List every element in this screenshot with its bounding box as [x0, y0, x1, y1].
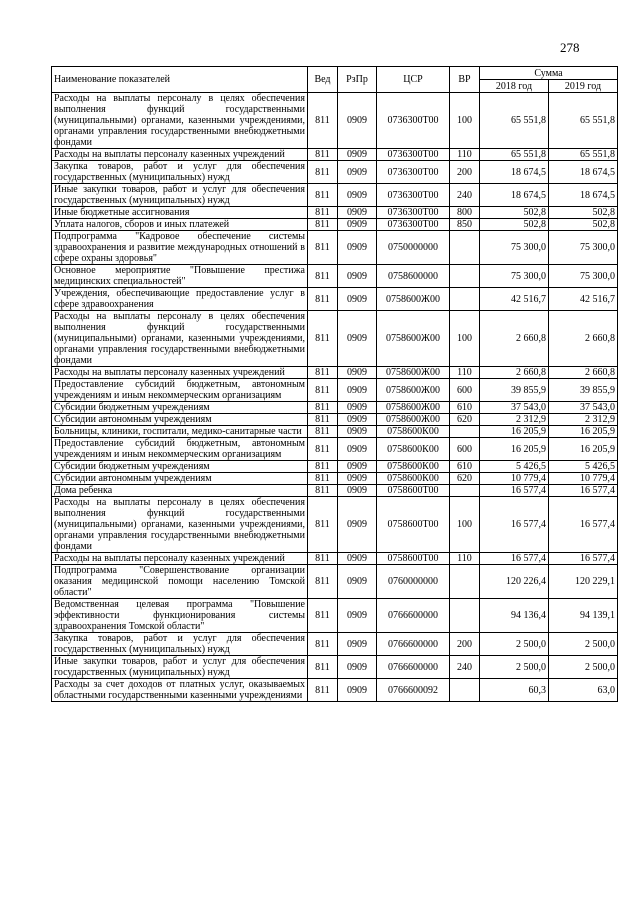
row-vr: 200	[450, 633, 480, 656]
row-rzpr: 0909	[338, 497, 377, 553]
row-csr: 0736300Т00	[377, 184, 450, 207]
table-row	[52, 184, 618, 207]
row-amount-2018: 75 300,0	[480, 265, 549, 288]
row-name: Расходы на выплаты персоналу в целях обеспечения выполнения функций государственными (муниципальными) органами, казенными учреждениями, органами управления государственными внебюджетными фондами	[52, 311, 308, 367]
row-ved: 811	[308, 265, 338, 288]
row-vr	[450, 485, 480, 497]
row-rzpr: 0909	[338, 149, 377, 161]
row-amount-2018: 2 500,0	[480, 633, 549, 656]
row-csr: 0758600Ж00	[377, 379, 450, 402]
row-amount-2018: 39 855,9	[480, 379, 549, 402]
row-name: Расходы за счет доходов от платных услуг, оказываемых областными государственными казенными учреждениями	[52, 679, 308, 702]
row-amount-2019: 2 660,8	[549, 367, 618, 379]
row-rzpr: 0909	[338, 219, 377, 231]
row-name: Ведомственная целевая программа "Повышение эффективности функционирования системы здравоохранения Томской области"	[52, 599, 308, 633]
row-name: Уплата налогов, сборов и иных платежей	[52, 219, 308, 231]
row-name: Основное мероприятие "Повышение престижа медицинских специальностей"	[52, 265, 308, 288]
table-row	[52, 565, 618, 599]
row-rzpr: 0909	[338, 184, 377, 207]
row-rzpr: 0909	[338, 93, 377, 149]
row-amount-2018: 65 551,8	[480, 93, 549, 149]
table-row	[52, 599, 618, 633]
row-rzpr: 0909	[338, 379, 377, 402]
row-vr: 610	[450, 461, 480, 473]
row-csr: 0766600000	[377, 656, 450, 679]
row-amount-2018: 2 312,9	[480, 414, 549, 426]
row-ved: 811	[308, 311, 338, 367]
row-rzpr: 0909	[338, 461, 377, 473]
row-ved: 811	[308, 288, 338, 311]
row-vr: 110	[450, 367, 480, 379]
row-ved: 811	[308, 565, 338, 599]
table-row	[52, 497, 618, 553]
row-amount-2018: 16 577,4	[480, 553, 549, 565]
row-vr	[450, 679, 480, 702]
row-vr: 100	[450, 497, 480, 553]
row-rzpr: 0909	[338, 599, 377, 633]
row-csr: 0758600Ж00	[377, 311, 450, 367]
row-rzpr: 0909	[338, 679, 377, 702]
table-row	[52, 311, 618, 367]
row-vr: 100	[450, 311, 480, 367]
row-csr: 0758600Т00	[377, 497, 450, 553]
row-rzpr: 0909	[338, 207, 377, 219]
row-csr: 0758600К00	[377, 438, 450, 461]
table-row	[52, 219, 618, 231]
header-csr: ЦСР	[377, 67, 450, 93]
row-rzpr: 0909	[338, 402, 377, 414]
row-ved: 811	[308, 219, 338, 231]
row-vr: 110	[450, 149, 480, 161]
row-csr: 0736300Т00	[377, 219, 450, 231]
row-name: Больницы, клиники, госпитали, медико-санитарные части	[52, 426, 308, 438]
row-name: Расходы на выплаты персоналу казенных учреждений	[52, 367, 308, 379]
row-csr: 0750000000	[377, 231, 450, 265]
row-amount-2018: 42 516,7	[480, 288, 549, 311]
row-csr: 0758600К00	[377, 426, 450, 438]
row-vr: 240	[450, 184, 480, 207]
row-name: Субсидии бюджетным учреждениям	[52, 461, 308, 473]
row-vr: 240	[450, 656, 480, 679]
row-amount-2018: 502,8	[480, 219, 549, 231]
row-rzpr: 0909	[338, 485, 377, 497]
row-amount-2018: 2 500,0	[480, 656, 549, 679]
row-amount-2018: 16 577,4	[480, 497, 549, 553]
table-row	[52, 402, 618, 414]
row-name: Закупка товаров, работ и услуг для обеспечения государственных (муниципальных) нужд	[52, 161, 308, 184]
row-amount-2019: 16 205,9	[549, 426, 618, 438]
row-csr: 0758600Т00	[377, 485, 450, 497]
row-rzpr: 0909	[338, 311, 377, 367]
row-csr: 0736300Т00	[377, 149, 450, 161]
row-rzpr: 0909	[338, 426, 377, 438]
row-vr	[450, 426, 480, 438]
row-csr: 0766600000	[377, 599, 450, 633]
table-row	[52, 426, 618, 438]
row-vr	[450, 288, 480, 311]
row-csr: 0758600Ж00	[377, 402, 450, 414]
table-row	[52, 679, 618, 702]
row-amount-2018: 94 136,4	[480, 599, 549, 633]
row-ved: 811	[308, 461, 338, 473]
header-ved: Вед	[308, 67, 338, 93]
row-csr: 0758600Т00	[377, 553, 450, 565]
table-row	[52, 149, 618, 161]
row-amount-2019: 16 577,4	[549, 497, 618, 553]
row-ved: 811	[308, 231, 338, 265]
table-row	[52, 414, 618, 426]
row-amount-2018: 37 543,0	[480, 402, 549, 414]
row-ved: 811	[308, 149, 338, 161]
row-amount-2019: 2 312,9	[549, 414, 618, 426]
row-vr	[450, 565, 480, 599]
row-amount-2019: 502,8	[549, 219, 618, 231]
row-name: Предоставление субсидий бюджетным, автономным учреждениям и иным некоммерческим организациям	[52, 438, 308, 461]
row-csr: 0758600Ж00	[377, 367, 450, 379]
row-csr: 0766600000	[377, 633, 450, 656]
row-amount-2018: 65 551,8	[480, 149, 549, 161]
row-ved: 811	[308, 367, 338, 379]
row-vr: 620	[450, 473, 480, 485]
row-amount-2019: 63,0	[549, 679, 618, 702]
header-rzpr: РзПр	[338, 67, 377, 93]
row-amount-2019: 16 205,9	[549, 438, 618, 461]
row-amount-2018: 16 205,9	[480, 426, 549, 438]
row-ved: 811	[308, 497, 338, 553]
row-ved: 811	[308, 426, 338, 438]
row-amount-2019: 502,8	[549, 207, 618, 219]
row-vr: 850	[450, 219, 480, 231]
row-rzpr: 0909	[338, 288, 377, 311]
row-amount-2019: 16 577,4	[549, 485, 618, 497]
row-name: Предоставление субсидий бюджетным, автономным учреждениям и иным некоммерческим организациям	[52, 379, 308, 402]
row-amount-2019: 18 674,5	[549, 184, 618, 207]
row-amount-2019: 2 500,0	[549, 656, 618, 679]
table-row	[52, 485, 618, 497]
row-rzpr: 0909	[338, 414, 377, 426]
row-amount-2019: 75 300,0	[549, 231, 618, 265]
row-csr: 0758600К00	[377, 473, 450, 485]
table-row	[52, 438, 618, 461]
row-ved: 811	[308, 402, 338, 414]
table-body	[52, 93, 618, 702]
row-amount-2018: 18 674,5	[480, 184, 549, 207]
row-rzpr: 0909	[338, 367, 377, 379]
row-rzpr: 0909	[338, 231, 377, 265]
row-vr	[450, 265, 480, 288]
row-vr: 100	[450, 93, 480, 149]
row-amount-2019: 120 229,1	[549, 565, 618, 599]
row-ved: 811	[308, 553, 338, 565]
row-ved: 811	[308, 207, 338, 219]
row-ved: 811	[308, 679, 338, 702]
row-csr: 0760000000	[377, 565, 450, 599]
row-rzpr: 0909	[338, 553, 377, 565]
row-name: Подпрограмма "Совершенствование организации оказания медицинской помощи населению Томской области"	[52, 565, 308, 599]
row-ved: 811	[308, 656, 338, 679]
row-amount-2019: 2 500,0	[549, 633, 618, 656]
row-name: Субсидии бюджетным учреждениям	[52, 402, 308, 414]
row-rzpr: 0909	[338, 265, 377, 288]
row-rzpr: 0909	[338, 565, 377, 599]
row-rzpr: 0909	[338, 633, 377, 656]
row-csr: 0758600Ж00	[377, 414, 450, 426]
row-amount-2019: 18 674,5	[549, 161, 618, 184]
row-amount-2019: 75 300,0	[549, 265, 618, 288]
table-row	[52, 367, 618, 379]
row-csr: 0758600К00	[377, 461, 450, 473]
row-vr	[450, 231, 480, 265]
row-ved: 811	[308, 438, 338, 461]
row-ved: 811	[308, 184, 338, 207]
row-ved: 811	[308, 379, 338, 402]
row-amount-2019: 16 577,4	[549, 553, 618, 565]
row-csr: 0736300Т00	[377, 161, 450, 184]
row-vr	[450, 599, 480, 633]
row-name: Расходы на выплаты персоналу в целях обеспечения выполнения функций государственными (муниципальными) органами, казенными учреждениями, органами управления государственными внебюджетными фондами	[52, 497, 308, 553]
table-row	[52, 473, 618, 485]
row-amount-2019: 10 779,4	[549, 473, 618, 485]
row-ved: 811	[308, 93, 338, 149]
row-amount-2018: 10 779,4	[480, 473, 549, 485]
row-ved: 811	[308, 485, 338, 497]
row-amount-2018: 502,8	[480, 207, 549, 219]
row-rzpr: 0909	[338, 438, 377, 461]
table-row	[52, 656, 618, 679]
table-row	[52, 461, 618, 473]
row-csr: 0758600000	[377, 265, 450, 288]
row-amount-2018: 16 577,4	[480, 485, 549, 497]
row-amount-2018: 75 300,0	[480, 231, 549, 265]
row-amount-2018: 2 660,8	[480, 367, 549, 379]
table-row	[52, 161, 618, 184]
row-rzpr: 0909	[338, 161, 377, 184]
table-row	[52, 379, 618, 402]
budget-table	[51, 66, 618, 702]
table-row	[52, 93, 618, 149]
row-csr: 0758600Ж00	[377, 288, 450, 311]
row-name: Иные закупки товаров, работ и услуг для обеспечения государственных (муниципальных) нужд	[52, 656, 308, 679]
table-row	[52, 633, 618, 656]
row-name: Иные бюджетные ассигнования	[52, 207, 308, 219]
row-ved: 811	[308, 414, 338, 426]
row-csr: 0736300Т00	[377, 93, 450, 149]
row-name: Расходы на выплаты персоналу казенных учреждений	[52, 553, 308, 565]
row-vr: 800	[450, 207, 480, 219]
row-name: Иные закупки товаров, работ и услуг для обеспечения государственных (муниципальных) нужд	[52, 184, 308, 207]
row-amount-2019: 2 660,8	[549, 311, 618, 367]
table-row	[52, 207, 618, 219]
row-csr: 0766600092	[377, 679, 450, 702]
row-amount-2019: 5 426,5	[549, 461, 618, 473]
row-name: Закупка товаров, работ и услуг для обеспечения государственных (муниципальных) нужд	[52, 633, 308, 656]
header-year-2018: 2018 год	[480, 80, 549, 93]
header-vr: ВР	[450, 67, 480, 93]
row-name: Учреждения, обеспечивающие предоставление услуг в сфере здравоохранения	[52, 288, 308, 311]
row-ved: 811	[308, 161, 338, 184]
row-amount-2018: 5 426,5	[480, 461, 549, 473]
row-ved: 811	[308, 599, 338, 633]
page-number: 278	[560, 40, 580, 55]
row-amount-2019: 65 551,8	[549, 93, 618, 149]
row-rzpr: 0909	[338, 473, 377, 485]
table-row	[52, 231, 618, 265]
row-name: Подпрограмма "Кадровое обеспечение системы здравоохранения и развитие международных отношений в сфере охраны здоровья"	[52, 231, 308, 265]
header-year-2019: 2019 год	[549, 80, 618, 93]
table-row	[52, 553, 618, 565]
header-sum: Сумма	[480, 67, 618, 80]
row-amount-2019: 37 543,0	[549, 402, 618, 414]
row-amount-2018: 60,3	[480, 679, 549, 702]
row-name: Субсидии автономным учреждениям	[52, 473, 308, 485]
row-amount-2018: 120 226,4	[480, 565, 549, 599]
row-vr: 620	[450, 414, 480, 426]
row-rzpr: 0909	[338, 656, 377, 679]
row-vr: 610	[450, 402, 480, 414]
row-amount-2019: 42 516,7	[549, 288, 618, 311]
table-row	[52, 288, 618, 311]
row-amount-2018: 18 674,5	[480, 161, 549, 184]
row-name: Дома ребенка	[52, 485, 308, 497]
row-ved: 811	[308, 633, 338, 656]
row-csr: 0736300Т00	[377, 207, 450, 219]
row-name: Субсидии автономным учреждениям	[52, 414, 308, 426]
row-amount-2019: 65 551,8	[549, 149, 618, 161]
row-amount-2019: 94 139,1	[549, 599, 618, 633]
row-vr: 110	[450, 553, 480, 565]
row-amount-2018: 2 660,8	[480, 311, 549, 367]
row-amount-2019: 39 855,9	[549, 379, 618, 402]
row-name: Расходы на выплаты персоналу казенных учреждений	[52, 149, 308, 161]
row-amount-2018: 16 205,9	[480, 438, 549, 461]
row-vr: 600	[450, 379, 480, 402]
row-vr: 600	[450, 438, 480, 461]
row-name: Расходы на выплаты персоналу в целях обеспечения выполнения функций государственными (муниципальными) органами, казенными учреждениями, органами управления государственными внебюджетными фондами	[52, 93, 308, 149]
table-row	[52, 265, 618, 288]
row-vr: 200	[450, 161, 480, 184]
row-ved: 811	[308, 473, 338, 485]
header-name: Наименование показателей	[52, 67, 308, 93]
